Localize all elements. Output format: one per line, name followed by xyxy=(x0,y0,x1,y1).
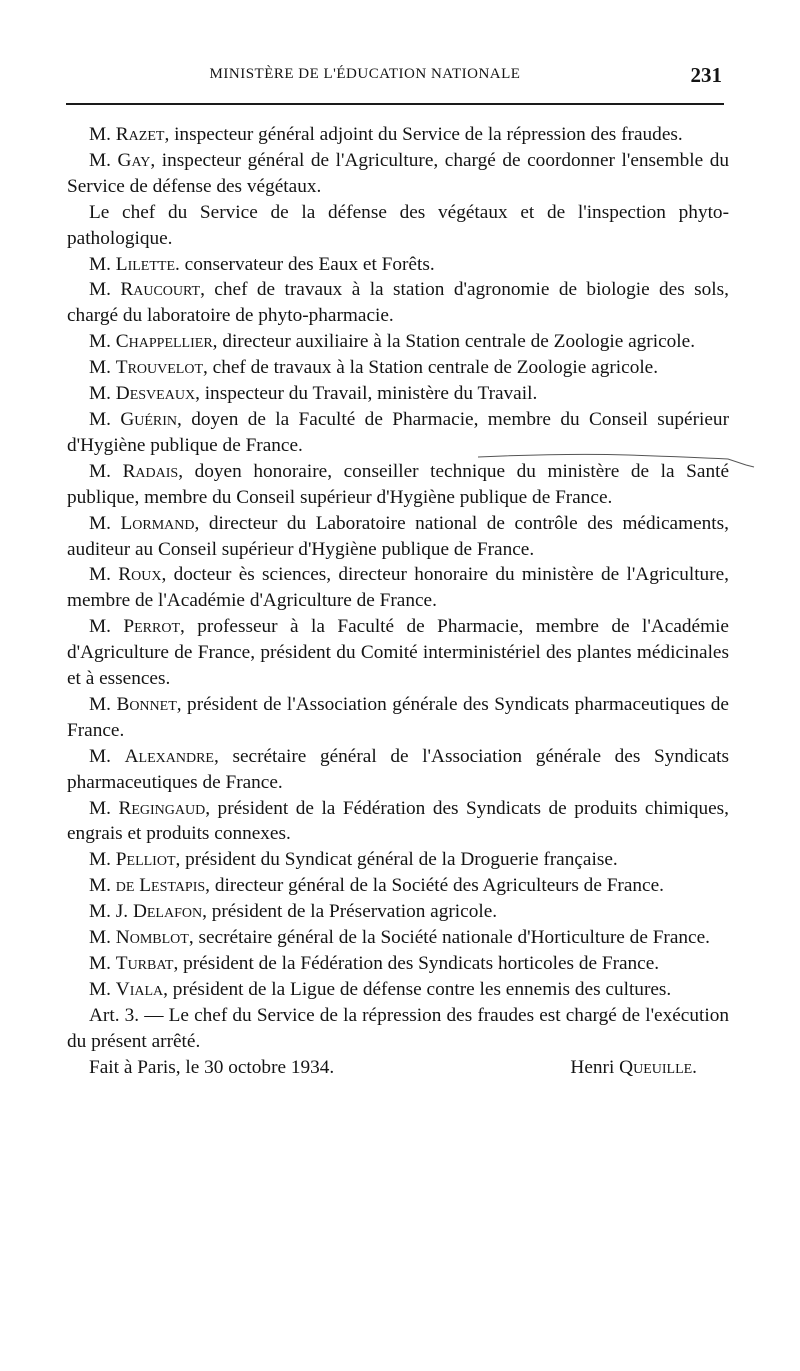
entry-prefix: M. xyxy=(89,745,125,767)
entry-name: Chappellier xyxy=(115,331,213,353)
entry-prefix: M. xyxy=(89,512,121,534)
entry-prefix: M. xyxy=(89,408,121,430)
member-entry xyxy=(67,692,729,744)
entry-prefix: M. xyxy=(89,927,116,949)
entry-name: Pelliot xyxy=(115,849,176,871)
running-title: MINISTÈRE DE L'ÉDUCATION NATIONALE xyxy=(209,66,521,82)
entry-text: , secrétaire général de l'Association générale des Syndicats pharmaceutiques de France. xyxy=(67,745,729,793)
entry-prefix: M. xyxy=(89,564,119,586)
entry-name: Trouvelot xyxy=(115,357,204,379)
entry-name: Desveaux xyxy=(115,383,196,405)
entry-name: Raucourt xyxy=(120,279,201,301)
entry-name: Lormand xyxy=(120,512,195,534)
entry-name: de Lestapis xyxy=(115,875,206,897)
entry-name: Gay xyxy=(117,149,151,171)
entry-prefix: M. xyxy=(89,875,116,897)
entry-name: Alexandre xyxy=(124,745,214,767)
entry-name: Lilette xyxy=(115,253,175,275)
entry-prefix: M. xyxy=(89,357,116,379)
entry-text: , chef de travaux à la station d'agronomie de biologie des sols, chargé du laboratoire de phyto-pharmacie. xyxy=(67,279,729,327)
entry-prefix: M. xyxy=(89,460,123,482)
entry-prefix: M. xyxy=(89,978,116,1000)
entry-text: , inspecteur du Travail, ministère du Travail. xyxy=(195,383,538,405)
entry-text: , secrétaire général de la Société nationale d'Horticulture de France. xyxy=(188,927,710,949)
entry-name: Delafon xyxy=(132,901,203,923)
entry-name: Perrot xyxy=(123,616,181,638)
entry-name: Nomblot xyxy=(115,927,189,949)
entry-name: Viala xyxy=(115,978,164,1000)
entry-text: , inspecteur général adjoint du Service de la répression des fraudes. xyxy=(164,124,683,145)
entry-prefix: M. xyxy=(89,383,116,405)
entry-name: Guérin xyxy=(120,408,178,430)
entry-text: , président de la Ligue de défense contre les ennemis des cultures. xyxy=(163,978,672,1000)
place-date: Fait à Paris, le 30 octobre 1934. xyxy=(89,1056,335,1078)
entry-name: Roux xyxy=(118,564,162,586)
entry-text: . conservateur des Eaux et Forêts. xyxy=(175,253,435,275)
member-entry xyxy=(67,200,729,252)
header-rule xyxy=(66,103,724,105)
entry-text: , chef de travaux à la Station centrale de Zoologie agricole. xyxy=(203,357,659,379)
entry-text: , président du Syndicat général de la Droguerie française. xyxy=(175,849,618,871)
entry-text: , inspecteur général de l'Agriculture, chargé de coordonner l'ensemble du Service de défense des végétaux. xyxy=(67,149,729,197)
member-entry xyxy=(67,977,729,1003)
entry-prefix: M. xyxy=(89,149,118,171)
entry-prefix: M. xyxy=(89,279,121,301)
signoff-line xyxy=(67,1055,729,1081)
entry-text: , président de la Fédération des Syndicats de produits chimiques, engrais et produits connexes. xyxy=(67,797,729,845)
entry-text: , docteur ès sciences, directeur honoraire du ministère de l'Agriculture, membre de l'Académie d'Agriculture de France. xyxy=(67,564,729,612)
entry-name: Bonnet xyxy=(116,693,177,715)
entry-prefix: M. xyxy=(89,953,116,974)
member-entry xyxy=(67,744,729,796)
entry-prefix: M. xyxy=(89,693,117,715)
entry-text: , professeur à la Faculté de Pharmacie, membre de l'Académie d'Agriculture de France, président du Comité interministériel des plantes médicinales et à essences. xyxy=(67,616,729,690)
entry-prefix: M. xyxy=(89,849,116,871)
entry-prefix: M. xyxy=(89,797,119,819)
member-entry xyxy=(67,847,729,873)
member-entry xyxy=(67,252,729,278)
entry-text: , directeur général de la Société des Agriculteurs de France. xyxy=(205,875,664,897)
member-entry xyxy=(67,381,729,407)
entry-text: , président de l'Association générale des Syndicats pharmaceutiques de France. xyxy=(67,693,729,741)
entry-prefix: M. J. xyxy=(89,901,133,923)
member-entry xyxy=(67,925,729,951)
entry-name: Turbat xyxy=(115,953,174,974)
entry-text: , doyen honoraire, conseiller technique du ministère de la Santé publique, membre du Conseil supérieur d'Hygiène publique de France. xyxy=(67,460,729,508)
member-entry xyxy=(67,355,729,381)
entry-prefix: M. xyxy=(89,253,116,275)
member-list xyxy=(67,122,729,1003)
entry-text: , président de la Fédération des Syndicats horticoles de France. xyxy=(173,953,660,974)
member-entry xyxy=(67,562,729,614)
entry-text: , président de la Préservation agricole. xyxy=(202,901,498,923)
entry-name: Razet xyxy=(115,124,165,145)
member-entry xyxy=(67,122,729,148)
member-entry xyxy=(67,899,729,925)
member-entry xyxy=(67,407,729,459)
member-entry xyxy=(67,614,729,692)
member-entry xyxy=(67,459,729,511)
member-entry xyxy=(67,148,729,200)
member-entry xyxy=(67,277,729,329)
signatory-first-name: Henri xyxy=(570,1056,620,1078)
member-entry xyxy=(67,511,729,563)
entry-prefix: M. xyxy=(89,124,116,145)
entry-prefix: M. xyxy=(89,616,124,638)
signatory-last-name: Queuille. xyxy=(619,1056,697,1078)
member-entry xyxy=(67,796,729,848)
entry-name: Regingaud xyxy=(118,797,206,819)
entry-text: , doyen de la Faculté de Pharmacie, membre du Conseil supérieur d'Hygiène publique de France. xyxy=(67,408,729,456)
entry-text: Le chef du Service de la défense des végétaux et de l'inspection phyto-pathologique. xyxy=(67,201,729,249)
entry-text: , directeur du Laboratoire national de contrôle des médicaments, auditeur au Conseil supérieur d'Hygiène publique de France. xyxy=(67,512,729,560)
document-body xyxy=(67,122,729,1081)
entry-name: Radais xyxy=(122,460,179,482)
member-entry xyxy=(67,329,729,355)
member-entry xyxy=(67,951,729,977)
page-header xyxy=(66,64,724,94)
entry-prefix: M. xyxy=(89,331,116,353)
member-entry xyxy=(67,873,729,899)
entry-text: , directeur auxiliaire à la Station centrale de Zoologie agricole. xyxy=(212,331,696,353)
signatory xyxy=(548,1055,697,1081)
article-paragraph: Art. 3. — Le chef du Service de la répression des fraudes est chargé de l'exécution du présent arrêté. xyxy=(67,1004,729,1052)
page-number: 231 xyxy=(690,63,722,87)
